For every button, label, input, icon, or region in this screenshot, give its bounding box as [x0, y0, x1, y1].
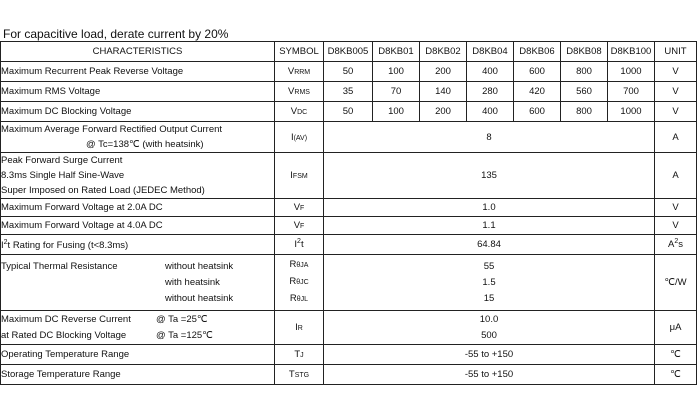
row-label: Maximum DC Reverse Current @ Ta =25℃ at Rated DC Blocking Voltage @ Ta =125℃ [1, 311, 275, 345]
part-header: D8KB01 [373, 42, 420, 62]
row-symbol: TSTG [275, 365, 324, 385]
table-row [1, 102, 697, 122]
table-row [1, 255, 697, 311]
part-header: D8KB06 [514, 42, 561, 62]
row-symbol: I(AV) [275, 122, 324, 153]
row-unit: ℃ [655, 345, 697, 365]
row-symbol: TJ [275, 345, 324, 365]
table-cell: 64.84 [324, 235, 655, 255]
table-cell: 50 [324, 102, 373, 122]
row-unit: A [655, 153, 697, 199]
part-header: D8KB08 [561, 42, 608, 62]
row-unit: A [655, 122, 697, 153]
row-symbol: IFSM [275, 153, 324, 199]
table-row [1, 199, 697, 217]
row-unit: ℃/W [655, 255, 697, 311]
table-row [1, 153, 697, 199]
row-label: Maximum Average Forward Rectified Output Current @ Tc=138℃ (with heatsink) [1, 122, 275, 153]
part-header: D8KB005 [324, 42, 373, 62]
row-symbol: VF [275, 199, 324, 217]
row-label: Maximum Forward Voltage at 2.0A DC [1, 199, 275, 217]
table-row [1, 311, 697, 345]
row-label: Maximum Recurrent Peak Reverse Voltage [1, 62, 275, 82]
row-unit: V [655, 217, 697, 235]
row-unit: V [655, 82, 697, 102]
table-cell: 600 [514, 62, 561, 82]
table-cell: 1000 [608, 62, 655, 82]
table-cell: 1000 [608, 102, 655, 122]
table-row [1, 82, 697, 102]
row-symbol: VDC [275, 102, 324, 122]
row-symbol: RθJA RθJC RθJL [275, 255, 324, 311]
table-cell: 420 [514, 82, 561, 102]
table-cell: 800 [561, 102, 608, 122]
row-label: Maximum Forward Voltage at 4.0A DC [1, 217, 275, 235]
symbol-header: SYMBOL [275, 42, 324, 62]
table-cell: 55 1.5 15 [324, 255, 655, 311]
header-row [1, 42, 697, 62]
table-cell: 135 [324, 153, 655, 199]
characteristics-table [0, 41, 697, 385]
row-label: $I^2t$ Rating for Fusing (t<8.3ms) [1, 235, 275, 255]
derating-note: For capacitive load, derate current by 20% [3, 27, 229, 41]
row-unit: V [655, 199, 697, 217]
table-cell: 140 [420, 82, 467, 102]
part-header: D8KB100 [608, 42, 655, 62]
table-cell: 200 [420, 102, 467, 122]
row-symbol: VRRM [275, 62, 324, 82]
table-cell: 70 [373, 82, 420, 102]
table-cell: 560 [561, 82, 608, 102]
table-cell: 280 [467, 82, 514, 102]
table-cell: 100 [373, 62, 420, 82]
row-unit: $A^2s$ [655, 235, 697, 255]
table-row [1, 345, 697, 365]
table-cell: 100 [373, 102, 420, 122]
unit-header: UNIT [655, 42, 697, 62]
table-cell: 400 [467, 102, 514, 122]
row-symbol: VRMS [275, 82, 324, 102]
table-cell: 400 [467, 62, 514, 82]
row-symbol: $I^2t$ [275, 235, 324, 255]
row-label: Peak Forward Surge Current 8.3ms Single Half Sine-Wave Super Imposed on Rated Load (JEDEC Method) [1, 153, 275, 199]
table-cell: -55 to +150 [324, 345, 655, 365]
table-row [1, 235, 697, 255]
table-cell: 35 [324, 82, 373, 102]
row-label: Operating Temperature Range [1, 345, 275, 365]
table-cell: 800 [561, 62, 608, 82]
row-label: Maximum DC Blocking Voltage [1, 102, 275, 122]
row-symbol: VF [275, 217, 324, 235]
row-label: Maximum RMS Voltage [1, 82, 275, 102]
characteristics-header: CHARACTERISTICS [1, 42, 275, 62]
table-cell: 1.1 [324, 217, 655, 235]
table-row [1, 365, 697, 385]
table-cell: 50 [324, 62, 373, 82]
row-label: Storage Temperature Range [1, 365, 275, 385]
row-label: Typical Thermal Resistance without heatsink with heatsink without heatsink [1, 255, 275, 311]
row-unit: V [655, 62, 697, 82]
table-row [1, 62, 697, 82]
part-header: D8KB04 [467, 42, 514, 62]
part-header: D8KB02 [420, 42, 467, 62]
table-cell: 700 [608, 82, 655, 102]
table-cell: 8 [324, 122, 655, 153]
row-unit: μA [655, 311, 697, 345]
table-cell: 200 [420, 62, 467, 82]
table-cell: 10.0 500 [324, 311, 655, 345]
row-unit: ℃ [655, 365, 697, 385]
table-row [1, 217, 697, 235]
table-cell: 600 [514, 102, 561, 122]
row-symbol: IR [275, 311, 324, 345]
row-unit: V [655, 102, 697, 122]
table-row [1, 122, 697, 153]
table-cell: -55 to +150 [324, 365, 655, 385]
table-cell: 1.0 [324, 199, 655, 217]
